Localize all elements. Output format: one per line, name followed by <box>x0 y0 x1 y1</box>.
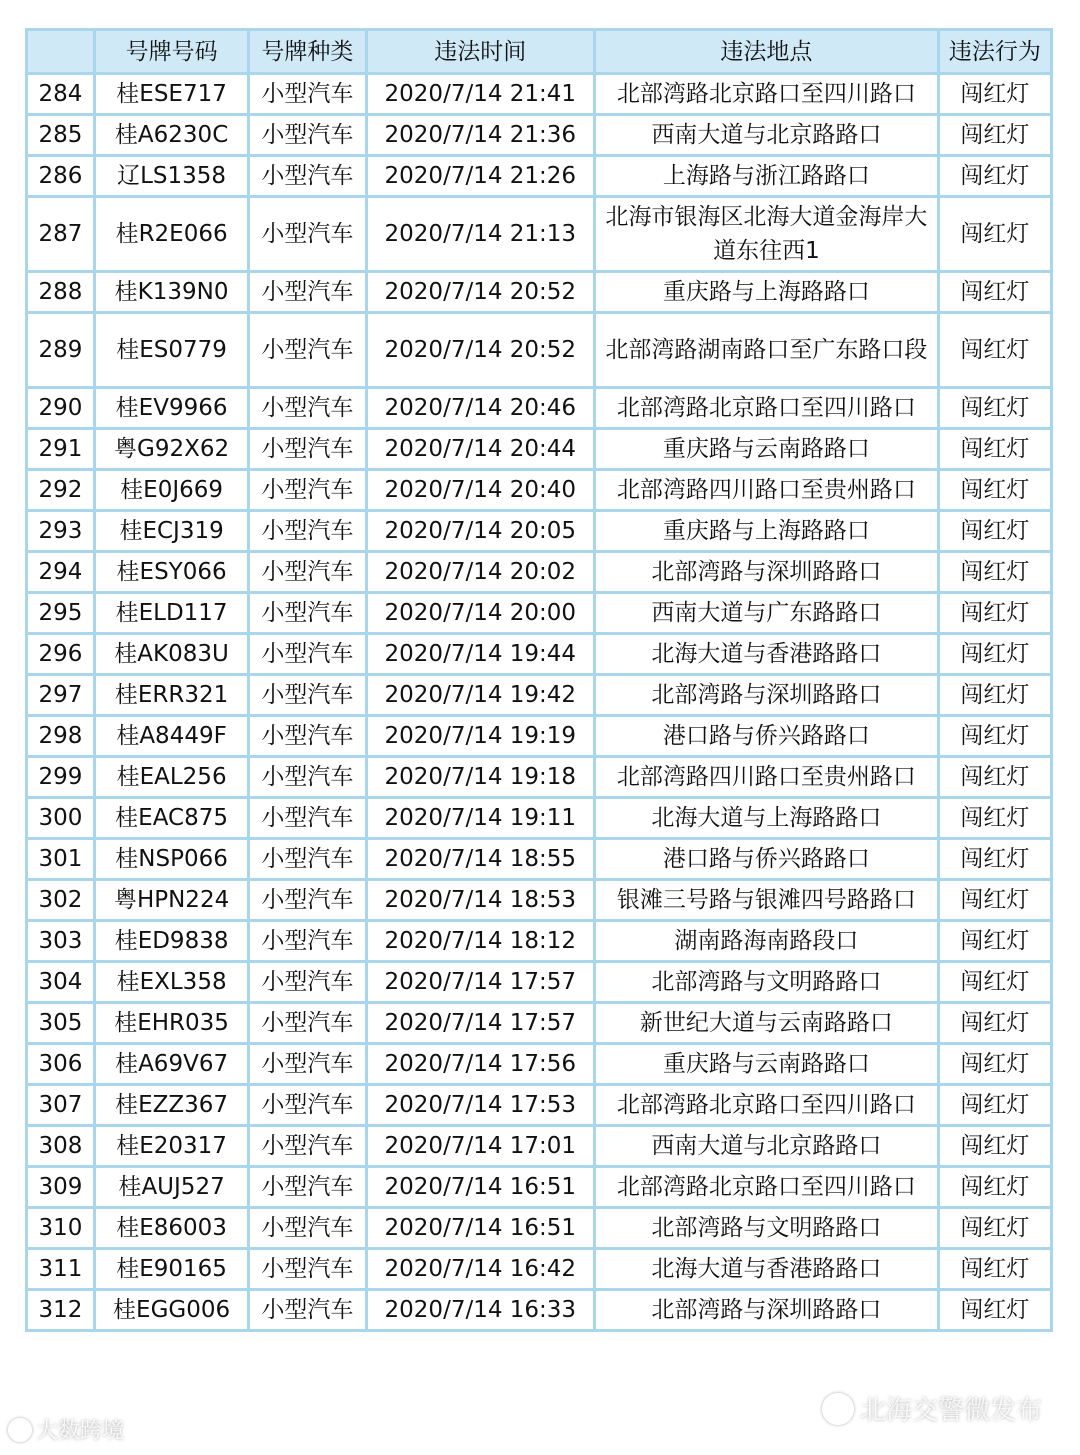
cell-index: 304 <box>27 962 95 1003</box>
table-row <box>27 921 1052 962</box>
cell-violation-location: 港口路与侨兴路路口 <box>595 839 939 880</box>
cell-index: 295 <box>27 593 95 634</box>
cell-index: 305 <box>27 1003 95 1044</box>
cell-violation-location: 重庆路与上海路路口 <box>595 511 939 552</box>
cell-violation-location: 港口路与侨兴路路口 <box>595 716 939 757</box>
cell-index: 287 <box>27 197 95 272</box>
cell-index: 294 <box>27 552 95 593</box>
table-header-row <box>27 30 1052 74</box>
cell-index: 290 <box>27 388 95 429</box>
cell-violation-location: 北部湾路与深圳路路口 <box>595 675 939 716</box>
cell-violation-location: 北海大道与香港路路口 <box>595 1249 939 1290</box>
cell-violation-behavior: 闯红灯 <box>938 156 1051 197</box>
cell-violation-location: 北部湾路湖南路口至广东路口段 <box>595 313 939 388</box>
cell-violation-behavior: 闯红灯 <box>938 313 1051 388</box>
table-row <box>27 675 1052 716</box>
cell-index: 289 <box>27 313 95 388</box>
cell-plate-number: 桂AK083U <box>94 634 248 675</box>
cell-plate-type: 小型汽车 <box>249 675 366 716</box>
table-row <box>27 757 1052 798</box>
cell-index: 307 <box>27 1085 95 1126</box>
cell-plate-number: 桂ESE717 <box>94 74 248 115</box>
cell-plate-type: 小型汽车 <box>249 757 366 798</box>
cell-violation-location: 北部湾路与深圳路路口 <box>595 1290 939 1331</box>
cell-plate-type: 小型汽车 <box>249 272 366 313</box>
cell-plate-number: 桂ECJ319 <box>94 511 248 552</box>
cell-violation-time: 2020/7/14 17:56 <box>366 1044 594 1085</box>
violation-table <box>25 28 1053 1332</box>
cell-plate-number: 桂A6230C <box>94 115 248 156</box>
cell-index: 309 <box>27 1167 95 1208</box>
cell-violation-time: 2020/7/14 20:44 <box>366 429 594 470</box>
cell-violation-behavior: 闯红灯 <box>938 798 1051 839</box>
header-plate-type: 号牌种类 <box>249 30 366 74</box>
cell-plate-number: 桂E20317 <box>94 1126 248 1167</box>
cell-violation-time: 2020/7/14 20:40 <box>366 470 594 511</box>
cell-plate-number: 粤G92X62 <box>94 429 248 470</box>
cell-violation-time: 2020/7/14 20:02 <box>366 552 594 593</box>
cell-violation-time: 2020/7/14 17:53 <box>366 1085 594 1126</box>
cell-index: 292 <box>27 470 95 511</box>
cell-plate-type: 小型汽车 <box>249 593 366 634</box>
table-row <box>27 593 1052 634</box>
table-row <box>27 962 1052 1003</box>
cell-violation-location: 西南大道与广东路路口 <box>595 593 939 634</box>
watermark-left-text: 大数跨境 <box>36 1419 125 1444</box>
cell-index: 312 <box>27 1290 95 1331</box>
cell-violation-time: 2020/7/14 17:57 <box>366 962 594 1003</box>
cell-index: 311 <box>27 1249 95 1290</box>
cell-plate-type: 小型汽车 <box>249 197 366 272</box>
cell-violation-time: 2020/7/14 21:26 <box>366 156 594 197</box>
cell-violation-location: 北海市银海区北海大道金海岸大道东往西1 <box>595 197 939 272</box>
header-violation-behavior: 违法行为 <box>938 30 1051 74</box>
cell-violation-location: 重庆路与云南路路口 <box>595 429 939 470</box>
cell-plate-number: 桂NSP066 <box>94 839 248 880</box>
table-row <box>27 313 1052 388</box>
table-row <box>27 1208 1052 1249</box>
cell-index: 308 <box>27 1126 95 1167</box>
cell-violation-time: 2020/7/14 19:44 <box>366 634 594 675</box>
cell-violation-behavior: 闯红灯 <box>938 470 1051 511</box>
cell-violation-location: 西南大道与北京路路口 <box>595 115 939 156</box>
table-row <box>27 1249 1052 1290</box>
cell-violation-behavior: 闯红灯 <box>938 880 1051 921</box>
cell-violation-behavior: 闯红灯 <box>938 1208 1051 1249</box>
table-row <box>27 1044 1052 1085</box>
cell-violation-behavior: 闯红灯 <box>938 716 1051 757</box>
cell-violation-time: 2020/7/14 16:51 <box>366 1167 594 1208</box>
cell-violation-location: 北部湾路北京路口至四川路口 <box>595 1085 939 1126</box>
header-violation-location: 违法地点 <box>595 30 939 74</box>
table-row <box>27 74 1052 115</box>
cell-violation-behavior: 闯红灯 <box>938 1167 1051 1208</box>
cell-plate-type: 小型汽车 <box>249 1290 366 1331</box>
cell-violation-location: 北部湾路与深圳路路口 <box>595 552 939 593</box>
cell-violation-behavior: 闯红灯 <box>938 1003 1051 1044</box>
logo-icon <box>8 1418 32 1442</box>
cell-violation-time: 2020/7/14 21:36 <box>366 115 594 156</box>
cell-index: 297 <box>27 675 95 716</box>
cell-plate-type: 小型汽车 <box>249 1249 366 1290</box>
cell-violation-behavior: 闯红灯 <box>938 921 1051 962</box>
cell-plate-type: 小型汽车 <box>249 716 366 757</box>
cell-violation-location: 北海大道与香港路路口 <box>595 634 939 675</box>
cell-plate-type: 小型汽车 <box>249 552 366 593</box>
cell-violation-time: 2020/7/14 16:51 <box>366 1208 594 1249</box>
cell-plate-number: 桂A69V67 <box>94 1044 248 1085</box>
table-row <box>27 429 1052 470</box>
cell-violation-time: 2020/7/14 18:53 <box>366 880 594 921</box>
cell-index: 284 <box>27 74 95 115</box>
cell-violation-location: 北部湾路与文明路路口 <box>595 962 939 1003</box>
table-row <box>27 197 1052 272</box>
cell-violation-time: 2020/7/14 19:42 <box>366 675 594 716</box>
table-row <box>27 1085 1052 1126</box>
table-row <box>27 1290 1052 1331</box>
cell-violation-time: 2020/7/14 21:41 <box>366 74 594 115</box>
cell-violation-behavior: 闯红灯 <box>938 197 1051 272</box>
header-index <box>27 30 95 74</box>
cell-plate-number: 桂ESY066 <box>94 552 248 593</box>
cell-index: 285 <box>27 115 95 156</box>
cell-violation-behavior: 闯红灯 <box>938 1126 1051 1167</box>
cell-violation-time: 2020/7/14 16:33 <box>366 1290 594 1331</box>
cell-violation-behavior: 闯红灯 <box>938 634 1051 675</box>
cell-violation-behavior: 闯红灯 <box>938 74 1051 115</box>
cell-plate-type: 小型汽车 <box>249 1126 366 1167</box>
watermark-left <box>8 1414 124 1445</box>
cell-violation-location: 银滩三号路与银滩四号路路口 <box>595 880 939 921</box>
cell-violation-behavior: 闯红灯 <box>938 1085 1051 1126</box>
cell-violation-location: 北部湾路北京路口至四川路口 <box>595 1167 939 1208</box>
cell-plate-type: 小型汽车 <box>249 1208 366 1249</box>
cell-plate-number: 粤HPN224 <box>94 880 248 921</box>
cell-violation-time: 2020/7/14 20:52 <box>366 272 594 313</box>
cell-violation-location: 北海大道与上海路路口 <box>595 798 939 839</box>
cell-plate-number: 桂EXL358 <box>94 962 248 1003</box>
table-row <box>27 115 1052 156</box>
table-body <box>27 74 1052 1331</box>
cell-plate-type: 小型汽车 <box>249 115 366 156</box>
cell-violation-time: 2020/7/14 20:52 <box>366 313 594 388</box>
cell-plate-type: 小型汽车 <box>249 839 366 880</box>
cell-plate-type: 小型汽车 <box>249 962 366 1003</box>
cell-violation-time: 2020/7/14 19:18 <box>366 757 594 798</box>
cell-violation-behavior: 闯红灯 <box>938 272 1051 313</box>
cell-plate-type: 小型汽车 <box>249 511 366 552</box>
watermark-right <box>822 1390 1042 1427</box>
violation-table-container <box>25 28 1053 1332</box>
cell-index: 302 <box>27 880 95 921</box>
cell-plate-type: 小型汽车 <box>249 880 366 921</box>
cell-plate-number: 桂EHR035 <box>94 1003 248 1044</box>
cell-plate-type: 小型汽车 <box>249 156 366 197</box>
cell-violation-location: 上海路与浙江路路口 <box>595 156 939 197</box>
cell-violation-time: 2020/7/14 20:46 <box>366 388 594 429</box>
cell-violation-time: 2020/7/14 20:05 <box>366 511 594 552</box>
cell-plate-number: 桂EV9966 <box>94 388 248 429</box>
cell-violation-behavior: 闯红灯 <box>938 1290 1051 1331</box>
cell-plate-type: 小型汽车 <box>249 1044 366 1085</box>
table-row <box>27 388 1052 429</box>
cell-plate-number: 桂ELD117 <box>94 593 248 634</box>
cell-index: 303 <box>27 921 95 962</box>
table-row <box>27 1167 1052 1208</box>
cell-plate-number: 桂ED9838 <box>94 921 248 962</box>
table-row <box>27 798 1052 839</box>
cell-index: 293 <box>27 511 95 552</box>
table-row <box>27 839 1052 880</box>
cell-violation-time: 2020/7/14 17:57 <box>366 1003 594 1044</box>
cell-plate-number: 桂E90165 <box>94 1249 248 1290</box>
cell-violation-location: 湖南路海南路段口 <box>595 921 939 962</box>
cell-violation-time: 2020/7/14 18:55 <box>366 839 594 880</box>
table-row <box>27 156 1052 197</box>
cell-index: 291 <box>27 429 95 470</box>
cell-violation-time: 2020/7/14 21:13 <box>366 197 594 272</box>
cell-violation-time: 2020/7/14 19:19 <box>366 716 594 757</box>
cell-plate-type: 小型汽车 <box>249 1167 366 1208</box>
table-row <box>27 634 1052 675</box>
cell-violation-time: 2020/7/14 20:00 <box>366 593 594 634</box>
cell-index: 306 <box>27 1044 95 1085</box>
cell-plate-type: 小型汽车 <box>249 798 366 839</box>
cell-violation-location: 新世纪大道与云南路路口 <box>595 1003 939 1044</box>
cell-violation-location: 北部湾路北京路口至四川路口 <box>595 388 939 429</box>
cell-plate-number: 桂AUJ527 <box>94 1167 248 1208</box>
cell-violation-behavior: 闯红灯 <box>938 1249 1051 1290</box>
cell-violation-time: 2020/7/14 16:42 <box>366 1249 594 1290</box>
cell-violation-location: 重庆路与云南路路口 <box>595 1044 939 1085</box>
cell-plate-number: 桂EGG006 <box>94 1290 248 1331</box>
cell-violation-behavior: 闯红灯 <box>938 593 1051 634</box>
cell-index: 298 <box>27 716 95 757</box>
cell-plate-type: 小型汽车 <box>249 1085 366 1126</box>
cell-violation-behavior: 闯红灯 <box>938 1044 1051 1085</box>
table-row <box>27 1003 1052 1044</box>
cell-plate-type: 小型汽车 <box>249 429 366 470</box>
cell-plate-number: 桂EAL256 <box>94 757 248 798</box>
table-row <box>27 470 1052 511</box>
cell-plate-number: 桂E0J669 <box>94 470 248 511</box>
cell-plate-type: 小型汽车 <box>249 1003 366 1044</box>
cell-plate-type: 小型汽车 <box>249 388 366 429</box>
cell-violation-behavior: 闯红灯 <box>938 552 1051 593</box>
header-plate-number: 号牌号码 <box>94 30 248 74</box>
cell-plate-number: 桂EAC875 <box>94 798 248 839</box>
cell-violation-behavior: 闯红灯 <box>938 429 1051 470</box>
cell-violation-time: 2020/7/14 18:12 <box>366 921 594 962</box>
cell-index: 310 <box>27 1208 95 1249</box>
cell-plate-number: 辽LS1358 <box>94 156 248 197</box>
cell-plate-type: 小型汽车 <box>249 313 366 388</box>
cell-violation-behavior: 闯红灯 <box>938 675 1051 716</box>
table-row <box>27 272 1052 313</box>
watermark-right-text: 北海交警微发布 <box>859 1396 1042 1426</box>
cell-plate-number: 桂K139N0 <box>94 272 248 313</box>
table-row <box>27 552 1052 593</box>
table-row <box>27 880 1052 921</box>
wechat-icon <box>822 1393 854 1425</box>
cell-index: 299 <box>27 757 95 798</box>
cell-plate-number: 桂ERR321 <box>94 675 248 716</box>
cell-plate-number: 桂E86003 <box>94 1208 248 1249</box>
cell-plate-type: 小型汽车 <box>249 470 366 511</box>
cell-violation-location: 北部湾路四川路口至贵州路口 <box>595 470 939 511</box>
cell-violation-behavior: 闯红灯 <box>938 839 1051 880</box>
cell-violation-location: 北部湾路四川路口至贵州路口 <box>595 757 939 798</box>
cell-violation-location: 北部湾路北京路口至四川路口 <box>595 74 939 115</box>
cell-violation-behavior: 闯红灯 <box>938 962 1051 1003</box>
cell-index: 300 <box>27 798 95 839</box>
cell-index: 288 <box>27 272 95 313</box>
cell-index: 296 <box>27 634 95 675</box>
table-row <box>27 1126 1052 1167</box>
table-row <box>27 511 1052 552</box>
cell-index: 286 <box>27 156 95 197</box>
cell-violation-behavior: 闯红灯 <box>938 388 1051 429</box>
cell-plate-type: 小型汽车 <box>249 74 366 115</box>
cell-violation-time: 2020/7/14 17:01 <box>366 1126 594 1167</box>
cell-violation-behavior: 闯红灯 <box>938 511 1051 552</box>
cell-violation-time: 2020/7/14 19:11 <box>366 798 594 839</box>
cell-violation-behavior: 闯红灯 <box>938 757 1051 798</box>
cell-violation-location: 重庆路与上海路路口 <box>595 272 939 313</box>
cell-plate-type: 小型汽车 <box>249 634 366 675</box>
table-row <box>27 716 1052 757</box>
cell-plate-number: 桂EZZ367 <box>94 1085 248 1126</box>
cell-violation-behavior: 闯红灯 <box>938 115 1051 156</box>
cell-plate-type: 小型汽车 <box>249 921 366 962</box>
cell-index: 301 <box>27 839 95 880</box>
cell-plate-number: 桂A8449F <box>94 716 248 757</box>
cell-plate-number: 桂ES0779 <box>94 313 248 388</box>
cell-plate-number: 桂R2E066 <box>94 197 248 272</box>
cell-violation-location: 北部湾路与文明路路口 <box>595 1208 939 1249</box>
header-violation-time: 违法时间 <box>366 30 594 74</box>
cell-violation-location: 西南大道与北京路路口 <box>595 1126 939 1167</box>
